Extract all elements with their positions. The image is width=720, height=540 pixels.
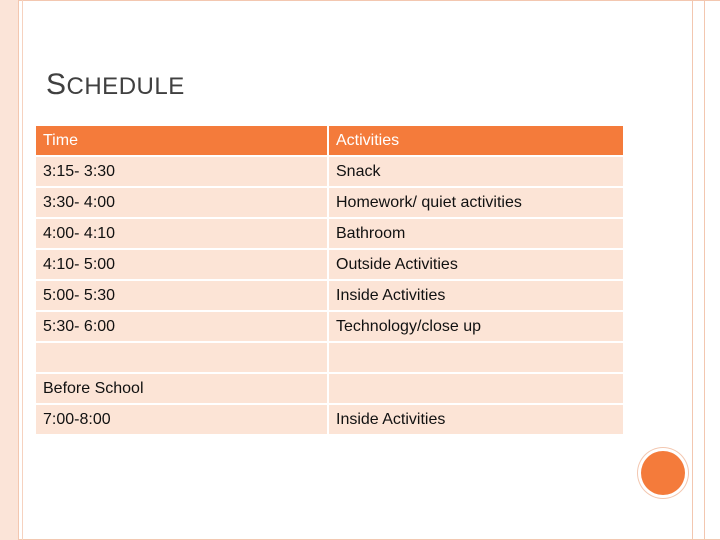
activity-cell: Inside Activities xyxy=(329,405,623,434)
frame-top-line xyxy=(0,0,720,1)
time-cell: Before School xyxy=(36,374,329,403)
right-accent-line xyxy=(692,0,693,540)
header-activities: Activities xyxy=(329,126,623,155)
table-row xyxy=(36,279,623,310)
right-accent-line-outer xyxy=(704,0,705,540)
table-row xyxy=(36,403,623,434)
table-row xyxy=(36,155,623,186)
activity-cell xyxy=(329,374,623,403)
time-cell: 5:30- 6:00 xyxy=(36,312,329,341)
time-cell: 4:00- 4:10 xyxy=(36,219,329,248)
table-header-row xyxy=(36,126,623,155)
activity-cell: Technology/close up xyxy=(329,312,623,341)
activity-cell: Snack xyxy=(329,157,623,186)
left-accent-line xyxy=(18,0,19,540)
table-row xyxy=(36,186,623,217)
table-row xyxy=(36,310,623,341)
table-row xyxy=(36,372,623,403)
activity-cell: Outside Activities xyxy=(329,250,623,279)
title-rest: CHEDULE xyxy=(66,73,185,100)
title-initial: S xyxy=(46,68,67,101)
activity-cell: Homework/ quiet activities xyxy=(329,188,623,217)
time-cell: 7:00-8:00 xyxy=(36,405,329,434)
activity-cell xyxy=(329,343,623,372)
time-cell: 3:30- 4:00 xyxy=(36,188,329,217)
table-row xyxy=(36,217,623,248)
page-title xyxy=(46,68,185,102)
time-cell: 3:15- 3:30 xyxy=(36,157,329,186)
time-cell xyxy=(36,343,329,372)
left-accent-line-inner xyxy=(22,0,23,540)
table-row xyxy=(36,341,623,372)
activity-cell: Inside Activities xyxy=(329,281,623,310)
time-cell: 4:10- 5:00 xyxy=(36,250,329,279)
left-accent-band xyxy=(0,0,18,540)
activity-cell: Bathroom xyxy=(329,219,623,248)
time-cell: 5:00- 5:30 xyxy=(36,281,329,310)
header-time: Time xyxy=(36,126,329,155)
decorative-circle xyxy=(641,451,685,495)
schedule-table xyxy=(36,126,623,434)
table-row xyxy=(36,248,623,279)
